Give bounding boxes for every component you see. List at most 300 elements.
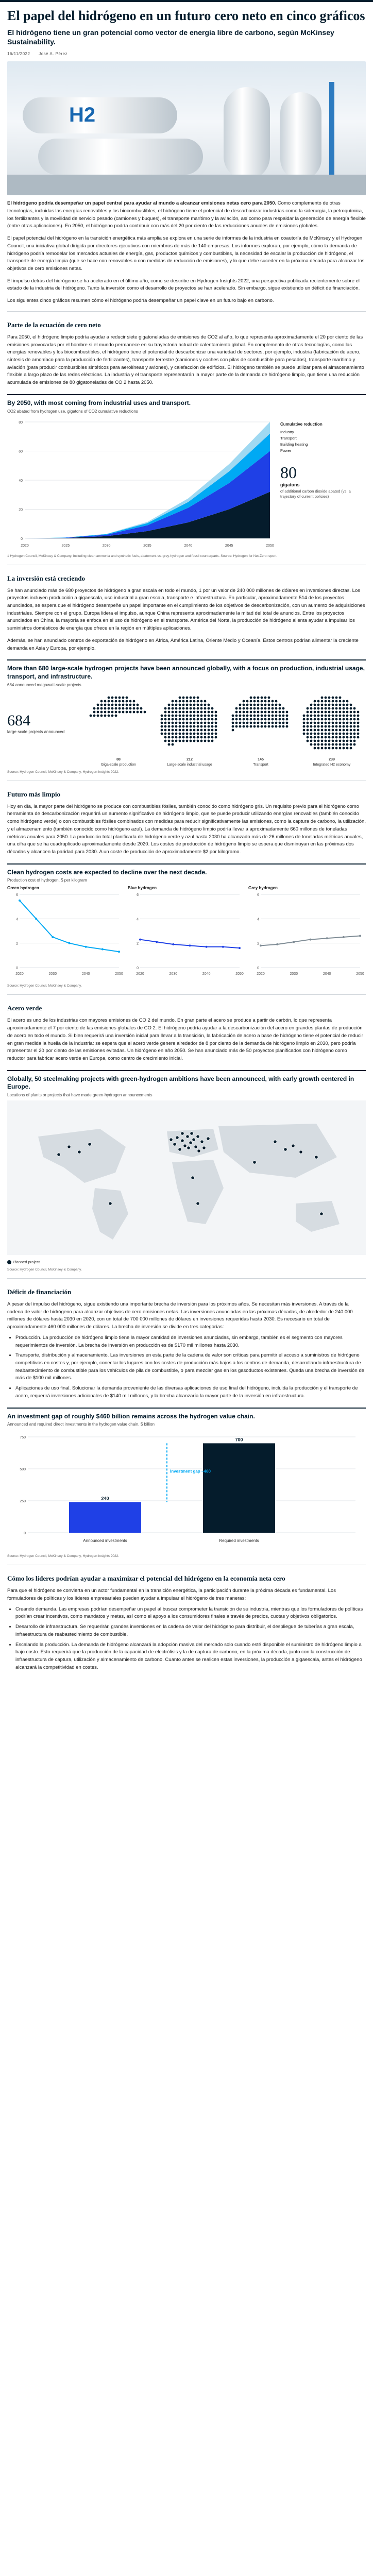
project-dot bbox=[350, 736, 352, 738]
project-dot bbox=[243, 710, 245, 713]
project-dot bbox=[321, 728, 324, 731]
project-dot bbox=[179, 710, 181, 713]
project-dot bbox=[161, 728, 163, 731]
project-dot bbox=[126, 710, 128, 713]
project-dot bbox=[211, 718, 214, 720]
x-tick-label: 2050 bbox=[235, 972, 244, 976]
bar-value-label: 240 bbox=[101, 1496, 109, 1501]
project-dot bbox=[250, 714, 252, 717]
section-heading: La inversión está creciendo bbox=[7, 574, 86, 582]
project-dot bbox=[243, 725, 245, 727]
project-dot bbox=[353, 736, 356, 738]
project-dot bbox=[314, 728, 316, 731]
project-dot bbox=[353, 718, 356, 720]
project-dot bbox=[204, 721, 207, 724]
project-dot bbox=[264, 710, 267, 713]
project-dot bbox=[332, 743, 334, 745]
project-dot bbox=[339, 703, 342, 706]
project-marker bbox=[169, 1138, 173, 1141]
project-dot bbox=[211, 721, 214, 724]
project-dot bbox=[129, 707, 132, 709]
project-dot bbox=[200, 736, 203, 738]
intro-paragraph-3: El impulso detrás del hidrógeno se ha acelerado en el último año, como se describe en Hydrogen Insights 2022, una perspectiva publicada recientemente sobre el estado de la industria del hidrógeno. Tanto la inversión como el desarrollo de proyectos se han acelerado. Sin embargo, sigue existiendo un déficit de financiación. bbox=[7, 278, 360, 292]
project-dot bbox=[186, 714, 189, 717]
project-dot bbox=[321, 703, 324, 706]
project-dot bbox=[314, 700, 316, 702]
intro-paragraph-1: El hidrógeno podría desempeñar un papel central para ayudar al mundo a alcanzar emisiones netas cero para 2050. Como complemento de otras tecnologías, incluidas las energías renovables y los biocombustibles, el hidrógeno tiene el potencial de descarbonizar industrias como la siderurgia, la petroquímica, los fertilizantes y la movilidad de servicio pesado (camiones y buques), el transporte marítimo y la aviación, así como para respaldar la generación de energía flexible (entre otras aplicaciones). En 2050, el hidrógeno podría contribuir con más del 20 por ciento de las reducciones anuales de emisiones globales. bbox=[7, 200, 366, 229]
project-dot bbox=[197, 736, 199, 738]
project-dot bbox=[246, 718, 249, 720]
project-dot bbox=[197, 721, 199, 724]
project-dot bbox=[211, 725, 214, 727]
exhibit-subtitle: 684 announced megawatt-scale projects bbox=[7, 682, 81, 687]
project-dot bbox=[246, 714, 249, 717]
project-marker bbox=[187, 1146, 190, 1149]
project-dot bbox=[317, 721, 320, 724]
panel-title: Blue hydrogen bbox=[128, 886, 157, 891]
project-dot bbox=[172, 714, 174, 717]
project-dot bbox=[279, 714, 281, 717]
project-dot bbox=[339, 710, 342, 713]
project-dot bbox=[204, 718, 207, 720]
exhibit-2-total bbox=[7, 691, 79, 767]
project-dot bbox=[104, 707, 107, 709]
project-dot bbox=[314, 725, 316, 727]
project-dot bbox=[208, 739, 210, 742]
exhibit-footnote: Source: Hydrogen Council, McKinsey & Company. bbox=[7, 1267, 82, 1272]
exhibit-title: Clean hydrogen costs are expected to decline over the next decade. bbox=[7, 868, 207, 876]
project-dot bbox=[179, 700, 181, 702]
legend-label: Building heating bbox=[280, 442, 308, 447]
project-dot bbox=[179, 736, 181, 738]
project-dot bbox=[268, 707, 270, 709]
project-dot bbox=[97, 707, 99, 709]
cost-point bbox=[189, 945, 191, 947]
project-dot bbox=[350, 718, 352, 720]
project-dot bbox=[172, 728, 174, 731]
x-tick-label: 2035 bbox=[143, 544, 151, 548]
project-marker bbox=[181, 1132, 184, 1135]
x-tick-label: 2030 bbox=[102, 544, 111, 548]
project-dot bbox=[235, 718, 238, 720]
project-dot bbox=[137, 703, 139, 706]
cost-point bbox=[69, 942, 71, 944]
project-dot bbox=[197, 710, 199, 713]
project-dot bbox=[328, 710, 331, 713]
project-dot bbox=[303, 721, 306, 724]
cost-point bbox=[19, 900, 21, 902]
project-dot bbox=[179, 703, 181, 706]
project-dot bbox=[335, 732, 338, 735]
project-dot bbox=[118, 703, 121, 706]
project-dot bbox=[310, 743, 313, 745]
project-dot bbox=[211, 732, 214, 735]
project-dot bbox=[164, 739, 167, 742]
x-tick-label: 2040 bbox=[184, 544, 193, 548]
project-dot bbox=[310, 714, 313, 717]
project-dot bbox=[193, 728, 196, 731]
project-marker bbox=[88, 1143, 91, 1146]
project-dot bbox=[353, 732, 356, 735]
exhibit-footnote: Source: Hydrogen Council, McKinsey & Company, Hydrogen Insights 2022. bbox=[7, 770, 120, 774]
project-dot bbox=[168, 703, 171, 706]
project-dot bbox=[350, 732, 352, 735]
project-dot bbox=[279, 718, 281, 720]
project-dot bbox=[232, 718, 234, 720]
project-dot bbox=[179, 696, 181, 699]
panel-title: Green hydrogen bbox=[7, 886, 39, 891]
group-count: 239 bbox=[329, 757, 335, 761]
project-dot bbox=[186, 718, 189, 720]
divider bbox=[7, 994, 366, 995]
project-dot bbox=[310, 739, 313, 742]
project-dot bbox=[122, 696, 125, 699]
cost-line-chart bbox=[128, 890, 244, 978]
project-dot bbox=[215, 714, 217, 717]
project-dot bbox=[350, 739, 352, 742]
project-dot bbox=[350, 707, 352, 709]
project-dot bbox=[264, 700, 267, 702]
project-dot bbox=[268, 721, 270, 724]
project-dot bbox=[321, 732, 324, 735]
area-chart bbox=[7, 417, 275, 551]
project-dot bbox=[325, 700, 327, 702]
project-dot bbox=[328, 732, 331, 735]
project-dot bbox=[332, 747, 334, 749]
project-dot bbox=[168, 718, 171, 720]
project-dot bbox=[325, 739, 327, 742]
project-dot bbox=[204, 703, 207, 706]
project-dot bbox=[190, 732, 192, 735]
project-dot bbox=[268, 710, 270, 713]
project-dot bbox=[186, 732, 189, 735]
project-dot bbox=[211, 739, 214, 742]
project-dot bbox=[328, 703, 331, 706]
project-dot bbox=[104, 700, 107, 702]
y-tick-label: 750 bbox=[20, 1436, 26, 1440]
project-dot bbox=[204, 710, 207, 713]
project-dot bbox=[346, 700, 349, 702]
cost-point bbox=[276, 943, 278, 945]
dot-cluster bbox=[159, 694, 221, 756]
project-dot bbox=[208, 707, 210, 709]
project-dot bbox=[97, 714, 99, 717]
dot-cluster bbox=[230, 694, 292, 756]
project-dot bbox=[325, 728, 327, 731]
project-dot bbox=[93, 710, 96, 713]
project-dot bbox=[332, 721, 334, 724]
project-dot bbox=[350, 710, 352, 713]
project-marker bbox=[191, 1176, 194, 1179]
y-tick-label: 2 bbox=[137, 942, 139, 946]
project-dot bbox=[197, 700, 199, 702]
project-dot bbox=[137, 707, 139, 709]
project-dot bbox=[310, 721, 313, 724]
project-dot bbox=[211, 714, 214, 717]
exhibit-3 bbox=[7, 863, 366, 989]
project-dot bbox=[246, 703, 249, 706]
project-dot bbox=[314, 707, 316, 709]
project-dot bbox=[332, 732, 334, 735]
project-dot bbox=[314, 714, 316, 717]
exhibit-footnote: Source: Hydrogen Council, McKinsey & Company, Hydrogen Insights 2022. bbox=[7, 1554, 120, 1558]
project-dot bbox=[275, 721, 278, 724]
project-dot bbox=[272, 703, 274, 706]
project-dot bbox=[204, 728, 207, 731]
project-dot bbox=[97, 703, 99, 706]
project-dot bbox=[307, 728, 309, 731]
x-tick-label: 2050 bbox=[356, 972, 364, 976]
legend-item bbox=[280, 430, 363, 434]
x-tick-label: 2040 bbox=[202, 972, 211, 976]
project-dot bbox=[335, 743, 338, 745]
project-dot bbox=[200, 707, 203, 709]
project-dot bbox=[115, 707, 117, 709]
project-dot bbox=[325, 736, 327, 738]
project-dot bbox=[325, 725, 327, 727]
project-marker bbox=[181, 1139, 184, 1142]
project-dot bbox=[161, 732, 163, 735]
project-dot bbox=[193, 736, 196, 738]
project-dot bbox=[215, 725, 217, 727]
project-dot bbox=[235, 721, 238, 724]
project-dot bbox=[350, 703, 352, 706]
project-dot bbox=[343, 743, 345, 745]
project-dot bbox=[335, 725, 338, 727]
project-dot bbox=[317, 718, 320, 720]
project-dot bbox=[268, 714, 270, 717]
project-dot bbox=[250, 718, 252, 720]
project-dot bbox=[321, 696, 324, 699]
project-dot bbox=[253, 696, 256, 699]
project-dot bbox=[328, 707, 331, 709]
project-marker bbox=[190, 1132, 193, 1135]
bullet-item: • Creando demanda. Las empresas podrían desempeñar un papel al buscar comprometer la transición de su industria, mientras que los formuladores de políticas podrían crear incentivos, como mandatos y metas, así como el apoyo a los consumidores finales a través de precios, cuotas y objetivos obligatorios. bbox=[15, 1606, 366, 1621]
project-dot bbox=[307, 718, 309, 720]
project-dot bbox=[144, 710, 146, 713]
project-dot bbox=[215, 736, 217, 738]
project-dot bbox=[328, 700, 331, 702]
x-tick-label: 2045 bbox=[225, 544, 233, 548]
project-dot bbox=[279, 725, 281, 727]
project-dot bbox=[126, 700, 128, 702]
project-dot bbox=[140, 707, 143, 709]
project-dot bbox=[264, 707, 267, 709]
project-marker bbox=[57, 1153, 60, 1156]
project-dot bbox=[335, 736, 338, 738]
project-dot bbox=[208, 718, 210, 720]
project-dot bbox=[168, 732, 171, 735]
exhibit-2-body bbox=[7, 691, 366, 767]
project-dot bbox=[137, 710, 139, 713]
project-dot bbox=[111, 703, 114, 706]
project-dot bbox=[282, 710, 285, 713]
cost-point bbox=[310, 939, 312, 941]
project-dot bbox=[250, 696, 252, 699]
project-dot bbox=[346, 732, 349, 735]
project-dot bbox=[346, 707, 349, 709]
project-dot bbox=[200, 700, 203, 702]
section-heading: Déficit de financiación bbox=[7, 1287, 72, 1296]
project-dot bbox=[164, 736, 167, 738]
panel-title: Grey hydrogen bbox=[248, 886, 278, 891]
project-dot bbox=[215, 718, 217, 720]
project-dot bbox=[179, 739, 181, 742]
bullet-item: • Desarrollo de infraestructura. Se requerirán grandes inversiones en la cadena de valor del hidrógeno para distribuir, el despliegue de tuberías a gran escala, infraestructura de reabastecimiento de combustible. bbox=[15, 1623, 366, 1638]
project-dot bbox=[172, 739, 174, 742]
project-dot bbox=[339, 707, 342, 709]
group-count: 88 bbox=[116, 757, 121, 761]
project-dot bbox=[346, 747, 349, 749]
project-dot bbox=[357, 736, 360, 738]
project-dot bbox=[239, 707, 242, 709]
project-dot bbox=[108, 696, 110, 699]
project-dot bbox=[200, 725, 203, 727]
dot-group bbox=[227, 694, 295, 767]
project-dot bbox=[353, 725, 356, 727]
section-paragraph: A pesar del impulso del hidrógeno, sigue existiendo una importante brecha de inversión para los próximos años. Se necesitan más inversiones. A través de la cadena de valor de hidrógeno para alcanzar objetivos de cero emisiones netas. Las inversiones anunciadas en las próximas décadas, de alrededor de 240 000 millones de dólares hasta 2030 en 2020, con un total de 700 000 millones de dólares en inversiones requeridas hasta 2030. Es necesario un total de aproximadamente 460 000 millones de dólares. La brecha de inversión se divide en tres categorías: bbox=[7, 1301, 353, 1330]
project-dot bbox=[172, 700, 174, 702]
project-dot bbox=[314, 732, 316, 735]
project-dot bbox=[346, 710, 349, 713]
panel-green bbox=[7, 886, 125, 980]
project-dot bbox=[197, 725, 199, 727]
project-dot bbox=[204, 739, 207, 742]
project-dot bbox=[243, 703, 245, 706]
project-marker bbox=[202, 1146, 206, 1149]
bullet-list bbox=[15, 1606, 366, 1672]
project-dot bbox=[343, 718, 345, 720]
exhibit-title: More than 680 large-scale hydrogen projects have been announced globally, with a focus on production, industrial usage, transport, and infrastructure. bbox=[7, 665, 365, 680]
y-tick-label: 4 bbox=[16, 918, 18, 922]
project-dot bbox=[232, 725, 234, 727]
project-dot bbox=[286, 714, 289, 717]
project-dot bbox=[168, 743, 171, 745]
project-dot bbox=[193, 714, 196, 717]
project-dot bbox=[186, 696, 189, 699]
project-dot bbox=[275, 714, 278, 717]
group-label: Giga-scale production bbox=[100, 762, 137, 767]
y-tick-label: 0 bbox=[24, 1532, 26, 1536]
project-dot bbox=[104, 703, 107, 706]
project-marker bbox=[292, 1144, 295, 1147]
project-dot bbox=[182, 703, 185, 706]
project-dot bbox=[268, 700, 270, 702]
project-dot bbox=[200, 728, 203, 731]
project-dot bbox=[118, 707, 121, 709]
project-dot bbox=[100, 703, 103, 706]
divider bbox=[7, 1278, 366, 1279]
project-dot bbox=[261, 696, 263, 699]
cost-point bbox=[52, 936, 54, 938]
project-dot bbox=[164, 718, 167, 720]
project-dot bbox=[182, 736, 185, 738]
article-title: El papel del hidrógeno en un futuro cero neto en cinco gráficos bbox=[7, 8, 365, 23]
project-dot bbox=[182, 718, 185, 720]
y-tick-label: 0 bbox=[21, 537, 23, 541]
y-tick-label: 2 bbox=[257, 942, 259, 946]
project-dot bbox=[325, 743, 327, 745]
project-dot bbox=[246, 721, 249, 724]
project-dot bbox=[343, 700, 345, 702]
x-tick-label: 2050 bbox=[266, 544, 274, 548]
project-dot bbox=[339, 721, 342, 724]
project-dot bbox=[321, 743, 324, 745]
project-marker bbox=[320, 1212, 323, 1215]
project-dot bbox=[325, 710, 327, 713]
legend-swatch bbox=[7, 1260, 11, 1264]
project-dot bbox=[321, 710, 324, 713]
project-dot bbox=[335, 703, 338, 706]
project-dot bbox=[175, 736, 178, 738]
bar-category-label: Required investments bbox=[219, 1538, 259, 1544]
project-dot bbox=[243, 718, 245, 720]
project-dot bbox=[211, 710, 214, 713]
project-dot bbox=[253, 718, 256, 720]
project-dot bbox=[257, 714, 260, 717]
project-dot bbox=[303, 725, 306, 727]
project-dot bbox=[182, 721, 185, 724]
project-dot bbox=[335, 739, 338, 742]
project-dot bbox=[310, 732, 313, 735]
group-label: Transport bbox=[253, 762, 268, 767]
project-dot bbox=[190, 725, 192, 727]
project-dot bbox=[164, 721, 167, 724]
y-tick-label: 0 bbox=[16, 967, 18, 971]
section-paragraph: El acero es uno de los industrias con mayores emisiones de CO 2 del mundo. En gran parte el acero se produce a partir de carbón, lo que representa aproximadamente el 7 por ciento de las emisiones globales de CO 2. El hidrógeno podría ayudar a la descarbonización del acero en grandes plantas de producción de acero en todo el mundo. Si bien requerirá una inversión inicial para llevar a la transición, la fabricación de acero a base de hidrógeno tiene el potencial de reducir en gran medida la huella de la industria: se espera que el acero verde genere alrededor de 8 por ciento de la demanda de hidrógeno limpio en 2030, pero podría representar el 20 por ciento de las emisiones evitadas. Un hidrógeno en año 2050. Se han anunciado más de 50 proyectos planificados con hidrógeno como reductor para fabricar acero verde en Europa, como centro de crecimiento inicial. bbox=[7, 1018, 363, 1061]
project-dot bbox=[350, 743, 352, 745]
project-dot bbox=[357, 728, 360, 731]
cost-point bbox=[260, 945, 262, 947]
project-dot-groups bbox=[84, 694, 366, 767]
project-dot bbox=[186, 710, 189, 713]
legend-label: Transport bbox=[280, 435, 297, 440]
project-dot bbox=[193, 710, 196, 713]
project-dot bbox=[282, 718, 285, 720]
project-dot bbox=[179, 725, 181, 727]
project-dot bbox=[122, 703, 125, 706]
big-unit: gigatons bbox=[280, 482, 300, 487]
project-dot bbox=[168, 707, 171, 709]
project-dot bbox=[303, 732, 306, 735]
project-dot bbox=[286, 721, 289, 724]
project-dot bbox=[172, 743, 174, 745]
project-dot bbox=[286, 725, 289, 727]
intro-paragraph-2: El papel potencial del hidrógeno en la transición energética más amplia se explora en una serie de informes de la industria en coautoría de McKinsey y el Hydrogen Council, una iniciativa global dirigida por directores ejecutivos con miembros de más de 140 empresas. Los informes exploran, por ejemplo, cómo la demanda de hidrógeno podría remodelar los mercados actuales de energía, gas, productos químicos y combustibles, la necesidad de escalar la producción de hidrógeno, el transporte de energía limpia (que se hace con renovables o con medidas de reducción de emisiones), y lo que debe suceder en la próxima década para alcanzar los objetivos de cero emisiones netas. bbox=[7, 235, 365, 272]
project-dot bbox=[182, 696, 185, 699]
project-dot bbox=[350, 747, 352, 749]
project-dot bbox=[175, 703, 178, 706]
project-dot bbox=[108, 710, 110, 713]
project-dot bbox=[343, 714, 345, 717]
exhibit-1 bbox=[7, 394, 366, 558]
cost-point bbox=[206, 946, 208, 948]
project-dot bbox=[190, 703, 192, 706]
project-dot bbox=[182, 732, 185, 735]
project-dot bbox=[264, 696, 267, 699]
project-dot bbox=[332, 700, 334, 702]
exhibit-title: An investment gap of roughly $460 billion remains across the hydrogen value chain. bbox=[7, 1412, 255, 1420]
bullet-item: • Escalando la producción. La demanda de hidrógeno alcanzará la adopción masiva del mercado solo cuando esté disponible el suministro de hidrógeno limpio a bajo costo. Esto requerirá que la producción de la capacidad de electrólisis y la de captura de carbono, en la próxima década, junto con la construcción de infraestructura de captura, utilización y almacenamiento de carbono. Cuanto antes se realicen estas inversiones, la producción a gigaescala, antes el hidrógeno alcanzará la competitividad en costes. bbox=[15, 1641, 366, 1672]
project-dot bbox=[172, 732, 174, 735]
project-dot bbox=[200, 739, 203, 742]
project-dot bbox=[328, 743, 331, 745]
project-dot bbox=[328, 725, 331, 727]
project-dot bbox=[175, 728, 178, 731]
project-dot bbox=[118, 696, 121, 699]
project-dot bbox=[172, 736, 174, 738]
bullet-item: • Producción. La producción de hidrógeno limpio tiene la mayor cantidad de inversiones anunciadas, sin embargo, también es el segmento con mayores requerimientos de inversión. La brecha de inversión en producción es de $170 mil millones hasta 2030. bbox=[15, 1334, 366, 1349]
